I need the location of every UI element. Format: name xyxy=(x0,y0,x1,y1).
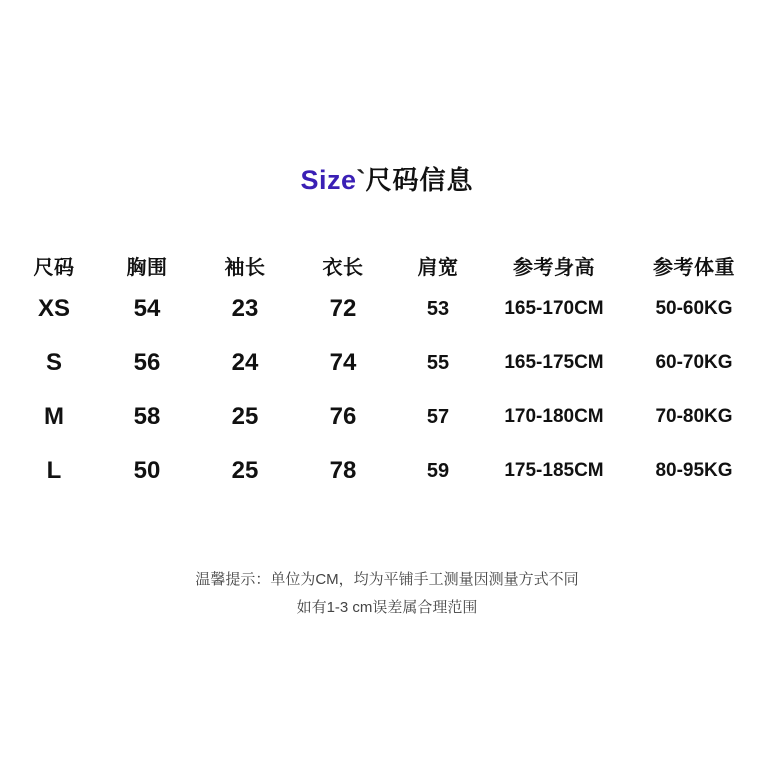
cell-size: XS xyxy=(37,295,70,322)
table-row xyxy=(10,282,764,336)
page-title xyxy=(0,160,774,197)
cell-size: M xyxy=(44,403,64,430)
cell-reference-height: 165-175CM xyxy=(504,352,604,373)
cell-sleeve: 23 xyxy=(231,295,259,322)
measurement-note xyxy=(0,566,774,622)
title-tick-mark: ` xyxy=(356,165,366,195)
table-header-row xyxy=(10,248,764,282)
header-reference-weight: 参考体重 xyxy=(653,256,735,279)
header-size: 尺码 xyxy=(33,256,75,279)
title-english: Size xyxy=(300,165,357,195)
cell-sleeve: 25 xyxy=(231,403,259,430)
header-reference-height: 参考身高 xyxy=(513,256,595,279)
size-table xyxy=(10,248,764,498)
cell-reference-weight: 70-80KG xyxy=(655,406,733,427)
cell-size: L xyxy=(46,457,62,484)
cell-length: 74 xyxy=(329,349,357,376)
cell-sleeve: 24 xyxy=(231,349,259,376)
cell-length: 78 xyxy=(329,457,357,484)
title-chinese: 尺码信息 xyxy=(365,165,474,195)
table-row xyxy=(10,390,764,444)
cell-reference-height: 170-180CM xyxy=(504,406,604,427)
cell-length: 72 xyxy=(329,295,357,322)
cell-reference-height: 165-170CM xyxy=(504,298,604,319)
header-chest: 胸围 xyxy=(126,256,168,279)
cell-shoulder: 59 xyxy=(426,459,450,482)
cell-reference-weight: 80-95KG xyxy=(655,460,733,481)
header-sleeve: 袖长 xyxy=(224,256,266,279)
cell-reference-height: 175-185CM xyxy=(504,460,604,481)
table-row xyxy=(10,444,764,498)
cell-chest: 54 xyxy=(133,295,161,322)
header-length: 衣长 xyxy=(322,256,364,279)
cell-shoulder: 53 xyxy=(426,297,450,320)
header-shoulder: 肩宽 xyxy=(417,256,459,279)
cell-reference-weight: 60-70KG xyxy=(655,352,733,373)
cell-chest: 50 xyxy=(133,457,161,484)
cell-reference-weight: 50-60KG xyxy=(655,298,733,319)
cell-sleeve: 25 xyxy=(231,457,259,484)
cell-size: S xyxy=(45,349,62,376)
note-line-2: 如有1-3 cm误差属合理范围 xyxy=(296,599,478,616)
table-row xyxy=(10,336,764,390)
cell-length: 76 xyxy=(329,403,357,430)
cell-chest: 56 xyxy=(133,349,161,376)
cell-shoulder: 57 xyxy=(426,405,450,428)
table-header xyxy=(10,248,764,282)
cell-shoulder: 55 xyxy=(426,351,450,374)
note-line-1: 温馨提示：单位为CM，均为平铺手工测量因测量方式不同 xyxy=(195,571,579,588)
table-body xyxy=(10,282,764,498)
cell-chest: 58 xyxy=(133,403,161,430)
